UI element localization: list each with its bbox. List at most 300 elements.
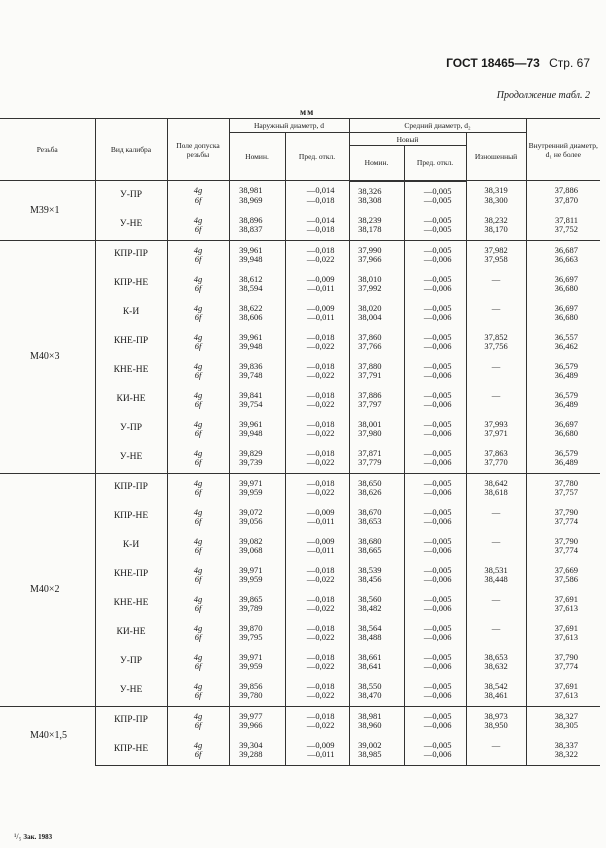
table-row xyxy=(0,181,600,211)
outer-diameter-nominal-value: 39,961 xyxy=(239,331,263,342)
outer-diameter-deviation xyxy=(285,415,349,444)
outer-diameter-deviation-value: —0,018 xyxy=(306,244,335,255)
inner-diameter-value: 37,613 xyxy=(554,690,578,700)
worn-diameter xyxy=(466,181,526,211)
outer-diameter-deviation-value: —0,018 xyxy=(306,331,335,342)
mean-diameter-deviation-value: —0,006 xyxy=(423,399,452,409)
tolerance-field-value: 4g xyxy=(193,535,203,546)
inner-diameter xyxy=(526,561,600,590)
worn-diameter xyxy=(466,386,526,415)
outer-diameter-nominal-value: 39,841 xyxy=(239,389,263,400)
outer-diameter-nominal-value: 39,829 xyxy=(239,447,263,458)
outer-diameter-nominal-value: 39,961 xyxy=(239,244,263,255)
mean-diameter-nominal xyxy=(349,473,404,503)
mean-diameter-deviation-value: —0,006 xyxy=(423,516,452,526)
tolerance-field xyxy=(167,736,229,766)
mean-diameter-deviation-value: —0,005 xyxy=(423,622,452,633)
mean-diameter-deviation xyxy=(404,211,466,241)
tolerance-field-value: 6f xyxy=(194,428,202,438)
outer-diameter-nominal-value: 39,748 xyxy=(239,370,263,380)
worn-diameter xyxy=(466,706,526,736)
mean-diameter-deviation xyxy=(404,270,466,299)
worn-diameter-value: — xyxy=(491,273,501,284)
worn-diameter-value: 38,319 xyxy=(484,185,508,196)
worn-diameter-value xyxy=(467,284,526,294)
mean-diameter-deviation xyxy=(404,532,466,561)
mean-diameter-nominal-value: 37,797 xyxy=(358,399,382,409)
inner-diameter xyxy=(526,532,600,561)
outer-diameter-deviation-value: —0,011 xyxy=(307,283,335,293)
mean-diameter-nominal-value: 38,178 xyxy=(358,224,382,234)
tolerance-field-value: 6f xyxy=(194,341,202,351)
outer-diameter-deviation-value: —0,018 xyxy=(306,651,335,662)
tolerance-field-value: 6f xyxy=(194,690,202,700)
mean-diameter-nominal-value: 38,670 xyxy=(358,506,382,517)
mean-diameter-nominal xyxy=(349,299,404,328)
mean-diameter-deviation xyxy=(404,503,466,532)
tolerance-field-value: 4g xyxy=(193,447,203,458)
worn-diameter-value: 38,642 xyxy=(484,477,508,488)
mean-diameter-nominal-value: 38,985 xyxy=(358,749,382,759)
tolerance-field xyxy=(167,706,229,736)
worn-diameter-value xyxy=(467,633,526,643)
mean-diameter-nominal xyxy=(349,648,404,677)
worn-diameter xyxy=(466,444,526,474)
mean-diameter-deviation-value: —0,006 xyxy=(423,603,452,613)
tolerance-field-value: 6f xyxy=(194,254,202,264)
worn-diameter-value xyxy=(467,371,526,381)
mean-diameter-deviation-value: —0,006 xyxy=(423,254,452,264)
outer-diameter-nominal-value: 38,612 xyxy=(239,273,263,284)
gauge-type: У-НЕ xyxy=(95,444,167,474)
mean-diameter-deviation-value: —0,005 xyxy=(423,331,452,342)
worn-diameter-value: 37,993 xyxy=(484,418,508,429)
tolerance-field xyxy=(167,211,229,241)
mean-diameter-nominal xyxy=(349,444,404,474)
tolerance-field-value: 4g xyxy=(193,564,203,575)
outer-diameter-deviation-value: —0,022 xyxy=(306,487,335,497)
outer-diameter-deviation xyxy=(285,444,349,474)
worn-diameter-value: 38,542 xyxy=(484,680,508,691)
outer-diameter-nominal-value: 39,789 xyxy=(239,603,263,613)
outer-diameter-nominal-value: 39,959 xyxy=(239,487,263,497)
mean-diameter-deviation-value: —0,005 xyxy=(423,535,452,546)
inner-diameter-value: 36,489 xyxy=(554,370,578,380)
inner-diameter-value: 36,489 xyxy=(554,399,578,409)
mean-diameter-nominal-value: 37,871 xyxy=(358,447,382,458)
tolerance-field xyxy=(167,299,229,328)
tolerance-field-value: 4g xyxy=(193,680,203,691)
outer-diameter-deviation xyxy=(285,357,349,386)
outer-diameter-deviation xyxy=(285,532,349,561)
gauge-type: КПР-НЕ xyxy=(95,736,167,766)
inner-diameter-value: 37,774 xyxy=(554,545,578,555)
outer-diameter-nominal xyxy=(229,299,285,328)
inner-diameter-value: 37,811 xyxy=(554,214,578,225)
col-md-deviation: Пред. откл. xyxy=(404,146,466,181)
outer-diameter-nominal xyxy=(229,415,285,444)
outer-diameter-deviation-value: —0,009 xyxy=(306,739,335,750)
worn-diameter-value: 37,982 xyxy=(484,244,508,255)
mean-diameter-nominal-value: 37,860 xyxy=(358,331,382,342)
outer-diameter-nominal-value: 39,966 xyxy=(239,720,263,730)
mean-diameter-deviation-value: —0,006 xyxy=(423,312,452,322)
inner-diameter-value: 38,327 xyxy=(554,710,578,721)
mean-diameter-nominal xyxy=(349,415,404,444)
col-inner-diameter: Внутренний диаметр, d₁ не более xyxy=(526,119,600,181)
outer-diameter-deviation xyxy=(285,561,349,590)
outer-diameter-deviation-value: —0,022 xyxy=(306,254,335,264)
worn-diameter xyxy=(466,561,526,590)
inner-diameter-value: 36,697 xyxy=(554,418,578,429)
gauge-type: КПР-ПР xyxy=(95,706,167,736)
mean-diameter-deviation-value: —0,006 xyxy=(423,487,452,497)
outer-diameter-deviation-value: —0,009 xyxy=(306,535,335,546)
gauge-type: КПР-НЕ xyxy=(95,503,167,532)
mean-diameter-deviation-value: —0,006 xyxy=(423,341,452,351)
outer-diameter-nominal-value: 39,056 xyxy=(239,516,263,526)
footer-fraction: ¹/₅ xyxy=(14,832,22,841)
inner-diameter xyxy=(526,619,600,648)
mean-diameter-nominal-value: 38,308 xyxy=(358,195,382,205)
tolerance-field-value: 6f xyxy=(194,516,202,526)
worn-diameter-value xyxy=(467,517,526,527)
mean-diameter-nominal-value: 38,539 xyxy=(358,564,382,575)
worn-diameter-value: — xyxy=(491,622,501,633)
tolerance-field-value: 4g xyxy=(193,389,203,400)
tolerance-field-value: 4g xyxy=(193,710,203,721)
outer-diameter-deviation-value: —0,018 xyxy=(306,710,335,721)
outer-diameter-deviation xyxy=(285,473,349,503)
tolerance-field-value: 6f xyxy=(194,749,202,759)
worn-diameter xyxy=(466,677,526,707)
mean-diameter-deviation-value: —0,006 xyxy=(423,574,452,584)
worn-diameter-value: 38,170 xyxy=(484,224,508,234)
mean-diameter-nominal-value: 38,550 xyxy=(358,680,382,691)
outer-diameter-deviation-value: —0,018 xyxy=(306,477,335,488)
inner-diameter-value: 37,669 xyxy=(554,564,578,575)
worn-diameter-value: 38,300 xyxy=(484,194,508,205)
outer-diameter-nominal-value: 39,304 xyxy=(239,739,263,750)
outer-diameter-deviation-value: —0,022 xyxy=(306,720,335,730)
table-continuation-note: Продолжение табл. 2 xyxy=(496,90,590,101)
tolerance-field-value: 4g xyxy=(193,244,203,255)
gauge-type: КНЕ-ПР xyxy=(95,561,167,590)
gauge-type: У-ПР xyxy=(95,415,167,444)
mean-diameter-nominal xyxy=(349,328,404,357)
inner-diameter-value: 37,790 xyxy=(554,651,578,662)
worn-diameter-value xyxy=(467,604,526,614)
tolerance-field-value: 6f xyxy=(194,574,202,584)
outer-diameter-deviation xyxy=(285,619,349,648)
worn-diameter xyxy=(466,532,526,561)
worn-diameter xyxy=(466,328,526,357)
mean-diameter-nominal-value: 38,960 xyxy=(358,720,382,730)
mean-diameter-deviation-value: —0,005 xyxy=(423,418,452,429)
mean-diameter-deviation xyxy=(404,357,466,386)
worn-diameter-value: — xyxy=(491,535,501,546)
outer-diameter-nominal xyxy=(229,181,285,211)
tolerance-field-value: 4g xyxy=(193,739,203,750)
tolerance-field-value: 6f xyxy=(194,224,202,234)
outer-diameter-deviation xyxy=(285,736,349,766)
tolerance-field-value: 6f xyxy=(194,283,202,293)
mean-diameter-deviation-value: —0,005 xyxy=(423,185,452,196)
inner-diameter xyxy=(526,270,600,299)
worn-diameter-value: 37,863 xyxy=(484,447,508,458)
col-gauge-type: Вид калибра xyxy=(95,119,167,181)
outer-diameter-deviation-value: —0,011 xyxy=(307,545,335,555)
tolerance-field-value: 4g xyxy=(193,506,203,517)
inner-diameter-value: 36,697 xyxy=(554,302,578,313)
outer-diameter-deviation-value: —0,022 xyxy=(306,574,335,584)
mean-diameter-deviation-value: —0,005 xyxy=(423,302,452,313)
worn-diameter-value: 38,232 xyxy=(484,214,508,225)
mean-diameter-nominal-value: 38,661 xyxy=(358,651,382,662)
gauge-type: КНЕ-ПР xyxy=(95,328,167,357)
mean-diameter-deviation xyxy=(404,706,466,736)
mean-diameter-deviation xyxy=(404,386,466,415)
outer-diameter-nominal-value: 39,977 xyxy=(239,710,263,721)
mean-diameter-nominal-value: 38,680 xyxy=(358,535,382,546)
outer-diameter-nominal-value: 39,795 xyxy=(239,632,263,642)
inner-diameter-value: 36,697 xyxy=(554,273,578,284)
inner-diameter-value: 38,322 xyxy=(554,749,578,759)
worn-diameter-value: 38,973 xyxy=(484,710,508,721)
thread-gauge-table xyxy=(0,118,600,766)
tolerance-field xyxy=(167,415,229,444)
mean-diameter-nominal xyxy=(349,619,404,648)
outer-diameter-nominal xyxy=(229,561,285,590)
worn-diameter xyxy=(466,240,526,270)
outer-diameter-nominal-value: 39,068 xyxy=(239,545,263,555)
tolerance-field-value: 4g xyxy=(193,651,203,662)
outer-diameter-deviation-value: —0,022 xyxy=(306,399,335,409)
tolerance-field xyxy=(167,532,229,561)
worn-diameter xyxy=(466,648,526,677)
worn-diameter xyxy=(466,736,526,766)
worn-diameter xyxy=(466,473,526,503)
mean-diameter-nominal xyxy=(349,503,404,532)
outer-diameter-nominal-value: 39,959 xyxy=(239,574,263,584)
tolerance-field-value: 6f xyxy=(194,457,202,467)
mean-diameter-nominal-value: 37,886 xyxy=(358,389,382,400)
mean-diameter-nominal-value: 38,665 xyxy=(358,545,382,555)
inner-diameter-value: 36,579 xyxy=(554,389,578,400)
mean-diameter-deviation-value: —0,005 xyxy=(423,224,452,234)
outer-diameter-deviation-value: —0,022 xyxy=(306,457,335,467)
inner-diameter xyxy=(526,357,600,386)
inner-diameter-value: 36,462 xyxy=(554,341,578,351)
inner-diameter-value: 38,337 xyxy=(554,739,578,750)
gauge-type: К-И xyxy=(95,532,167,561)
mean-diameter-nominal xyxy=(349,357,404,386)
outer-diameter-nominal-value: 39,948 xyxy=(239,341,263,351)
gauge-type: У-НЕ xyxy=(95,677,167,707)
outer-diameter-deviation-value: —0,022 xyxy=(306,370,335,380)
table-body xyxy=(0,181,600,766)
outer-diameter-nominal-value: 39,288 xyxy=(239,749,263,759)
inner-diameter xyxy=(526,677,600,707)
tolerance-field-value: 4g xyxy=(193,214,203,225)
worn-diameter xyxy=(466,299,526,328)
outer-diameter-nominal-value: 39,082 xyxy=(239,535,263,546)
thread-designation: M40×2 xyxy=(0,473,95,706)
outer-diameter-deviation xyxy=(285,706,349,736)
tolerance-field-value: 4g xyxy=(193,593,203,604)
outer-diameter-nominal-value: 39,948 xyxy=(239,254,263,264)
mean-diameter-deviation-value: —0,005 xyxy=(423,710,452,721)
outer-diameter-deviation-value: —0,009 xyxy=(306,273,335,284)
inner-diameter-value: 37,790 xyxy=(554,535,578,546)
inner-diameter-value: 36,680 xyxy=(554,283,578,293)
outer-diameter-deviation-value: —0,022 xyxy=(306,632,335,642)
mean-diameter-nominal xyxy=(349,181,404,211)
outer-diameter-deviation xyxy=(285,677,349,707)
worn-diameter-value: 38,461 xyxy=(484,690,508,700)
inner-diameter xyxy=(526,736,600,766)
outer-diameter-nominal-value: 39,971 xyxy=(239,564,263,575)
mean-diameter-nominal xyxy=(349,211,404,241)
inner-diameter-value: 38,305 xyxy=(554,720,578,730)
mean-diameter-nominal xyxy=(349,590,404,619)
mean-diameter-deviation xyxy=(404,415,466,444)
mean-diameter-nominal-value: 37,791 xyxy=(358,370,382,380)
outer-diameter-nominal-value: 39,959 xyxy=(239,661,263,671)
mean-diameter-deviation-value: —0,006 xyxy=(423,690,452,700)
tolerance-field-value: 4g xyxy=(193,273,203,284)
tolerance-field-value: 4g xyxy=(193,418,203,429)
outer-diameter-deviation xyxy=(285,270,349,299)
mean-diameter-deviation xyxy=(404,473,466,503)
outer-diameter-nominal-value: 38,981 xyxy=(239,185,263,196)
tolerance-field-value: 6f xyxy=(194,487,202,497)
mean-diameter-nominal-value: 38,650 xyxy=(358,477,382,488)
mean-diameter-nominal xyxy=(349,677,404,707)
outer-diameter-nominal-value: 38,969 xyxy=(239,194,263,205)
outer-diameter-nominal-value: 39,836 xyxy=(239,360,263,371)
outer-diameter-deviation-value: —0,014 xyxy=(306,214,335,225)
worn-diameter-value xyxy=(467,313,526,323)
tolerance-field-value: 6f xyxy=(194,661,202,671)
outer-diameter-nominal-value: 38,896 xyxy=(239,214,263,225)
outer-diameter-deviation-value: —0,022 xyxy=(306,603,335,613)
inner-diameter-value: 37,691 xyxy=(554,622,578,633)
mean-diameter-deviation-value: —0,005 xyxy=(423,593,452,604)
outer-diameter-nominal xyxy=(229,619,285,648)
mean-diameter-nominal-value: 38,482 xyxy=(358,603,382,613)
mean-diameter-deviation-value: —0,005 xyxy=(423,680,452,691)
outer-diameter-nominal-value: 38,606 xyxy=(239,312,263,322)
tolerance-field xyxy=(167,677,229,707)
worn-diameter-value: — xyxy=(491,593,501,604)
mean-diameter-deviation xyxy=(404,444,466,474)
footer-order: Зак. 1983 xyxy=(23,833,53,841)
inner-diameter xyxy=(526,503,600,532)
outer-diameter-deviation-value: —0,009 xyxy=(306,506,335,517)
worn-diameter-value: 38,653 xyxy=(484,651,508,662)
outer-diameter-nominal xyxy=(229,648,285,677)
mean-diameter-deviation-value: —0,005 xyxy=(423,506,452,517)
mean-diameter-deviation xyxy=(404,677,466,707)
worn-diameter-value: 37,852 xyxy=(484,331,508,342)
mean-diameter-deviation-value: —0,005 xyxy=(423,273,452,284)
table-row xyxy=(0,473,600,503)
mean-diameter-deviation-value: —0,005 xyxy=(423,360,452,371)
mean-diameter-nominal-value: 38,564 xyxy=(358,622,382,633)
outer-diameter-nominal-value: 39,961 xyxy=(239,418,263,429)
outer-diameter-deviation-value: —0,011 xyxy=(307,516,335,526)
worn-diameter-value: 38,950 xyxy=(484,720,508,730)
outer-diameter-deviation-value: —0,018 xyxy=(306,418,335,429)
inner-diameter-value: 37,870 xyxy=(554,194,578,205)
outer-diameter-nominal-value: 38,622 xyxy=(239,302,263,313)
outer-diameter-deviation-value: —0,011 xyxy=(307,312,335,322)
worn-diameter-value xyxy=(467,750,526,760)
gauge-type: КИ-НЕ xyxy=(95,386,167,415)
worn-diameter-value: 37,958 xyxy=(484,254,508,264)
inner-diameter-value: 36,579 xyxy=(554,360,578,371)
inner-diameter xyxy=(526,299,600,328)
worn-diameter-value: 37,770 xyxy=(484,457,508,467)
table-row xyxy=(0,706,600,736)
outer-diameter-nominal-value: 39,971 xyxy=(239,477,263,488)
tolerance-field xyxy=(167,473,229,503)
mean-diameter-nominal-value: 39,002 xyxy=(358,739,382,750)
inner-diameter xyxy=(526,211,600,241)
mean-diameter-deviation-value: —0,006 xyxy=(423,283,452,293)
outer-diameter-nominal-value: 39,865 xyxy=(239,593,263,604)
outer-diameter-deviation-value: —0,014 xyxy=(306,185,335,196)
inner-diameter-value: 36,557 xyxy=(554,331,578,342)
inner-diameter-value: 36,680 xyxy=(554,312,578,322)
inner-diameter-value: 36,489 xyxy=(554,457,578,467)
inner-diameter-value: 36,687 xyxy=(554,244,578,255)
outer-diameter-deviation xyxy=(285,503,349,532)
outer-diameter-nominal-value: 39,754 xyxy=(239,399,263,409)
outer-diameter-nominal-value: 39,780 xyxy=(239,690,263,700)
mean-diameter-nominal-value: 38,470 xyxy=(358,690,382,700)
col-new: Новый xyxy=(349,133,466,146)
inner-diameter-value: 36,579 xyxy=(554,447,578,458)
mean-diameter-nominal xyxy=(349,270,404,299)
inner-diameter-value: 36,663 xyxy=(554,254,578,264)
tolerance-field xyxy=(167,240,229,270)
mean-diameter-nominal-value: 37,779 xyxy=(358,457,382,467)
tolerance-field-value: 6f xyxy=(194,545,202,555)
inner-diameter-value: 37,774 xyxy=(554,661,578,671)
outer-diameter-nominal xyxy=(229,677,285,707)
mean-diameter-nominal-value: 38,239 xyxy=(358,214,382,225)
col-thread: Резьба xyxy=(0,119,95,181)
page-number: Стр. 67 xyxy=(549,56,590,70)
inner-diameter-value: 37,780 xyxy=(554,477,578,488)
inner-diameter xyxy=(526,240,600,270)
mean-diameter-nominal-value: 38,488 xyxy=(358,632,382,642)
outer-diameter-nominal-value: 38,837 xyxy=(239,224,263,234)
tolerance-field-value: 4g xyxy=(193,302,203,313)
inner-diameter xyxy=(526,386,600,415)
inner-diameter-value: 37,790 xyxy=(554,506,578,517)
mean-diameter-deviation xyxy=(404,736,466,766)
gauge-type: КНЕ-НЕ xyxy=(95,357,167,386)
tolerance-field-value: 6f xyxy=(194,632,202,642)
mean-diameter-deviation-value: —0,006 xyxy=(423,370,452,380)
inner-diameter-value: 37,691 xyxy=(554,680,578,691)
outer-diameter-nominal-value: 39,948 xyxy=(239,428,263,438)
mean-diameter-deviation-value: —0,006 xyxy=(423,661,452,671)
inner-diameter-value: 37,613 xyxy=(554,632,578,642)
